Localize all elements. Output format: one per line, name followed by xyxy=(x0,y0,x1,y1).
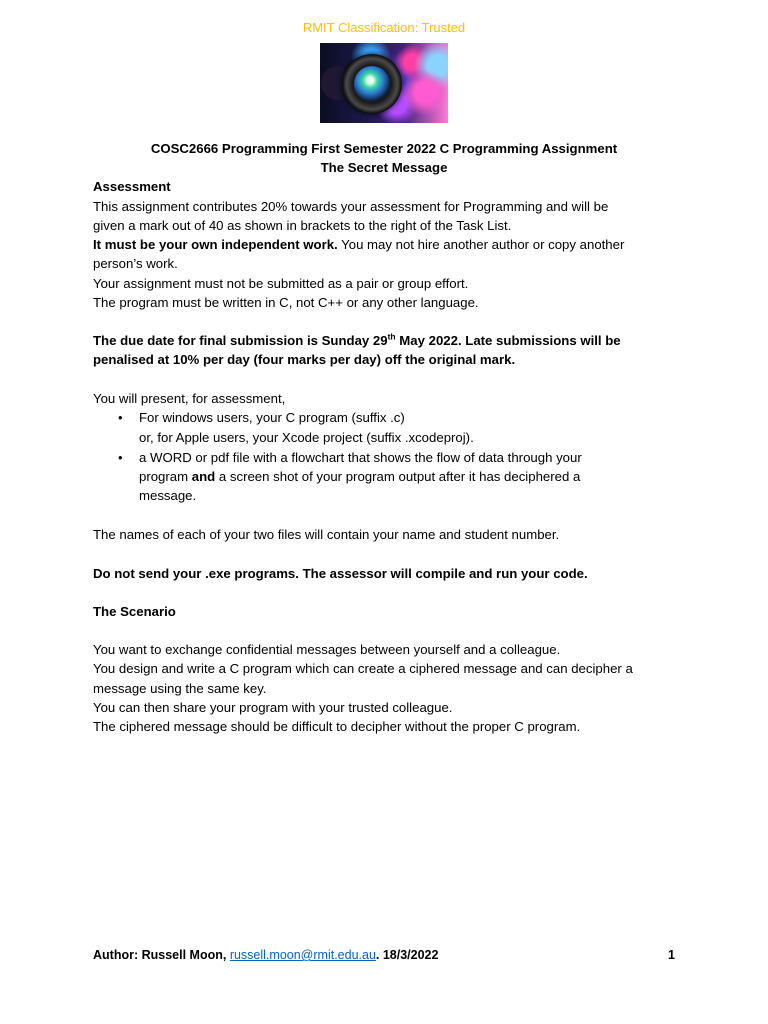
file-names-rule: The names of each of your two files will contain your name and student number. xyxy=(93,527,560,542)
assessment-paragraph-line: This assignment contributes 20% towards your assessment for Programming and will be xyxy=(93,199,609,214)
scenario-line: You can then share your program with your trusted colleague. xyxy=(93,700,453,715)
scenario-line: message using the same key. xyxy=(93,681,267,696)
scenario-line: You design and write a C program which can create a ciphered message and can decipher a xyxy=(93,661,633,676)
footer-date: . 18/3/2022 xyxy=(375,948,439,962)
bullet-2-line3: message. xyxy=(139,488,197,503)
present-intro: You will present, for assessment, xyxy=(93,391,286,406)
bullet-1-line1: For windows users, your C program (suffix .c) xyxy=(139,410,405,425)
document-subtitle: The Secret Message xyxy=(320,160,448,175)
bullet-2-text: program xyxy=(139,469,192,484)
assessment-heading: Assessment xyxy=(93,179,171,194)
bullet-1-line2: or, for Apple users, your Xcode project (suffix .xcodeproj). xyxy=(139,430,474,445)
independent-work-continuation: person’s work. xyxy=(93,256,178,271)
footer-author-label: Author: Russell Moon, xyxy=(93,948,230,962)
late-penalty-line: penalised at 10% per day (four marks per day) off the original mark. xyxy=(93,352,516,367)
bullet-1-dot: • xyxy=(118,410,123,425)
footer-author xyxy=(93,948,438,962)
assessment-paragraph-line: given a mark out of 40 as shown in brackets to the right of the Task List. xyxy=(93,218,512,233)
due-date-text-cont: May 2022. Late submissions will be xyxy=(395,333,621,348)
independent-work-line xyxy=(93,237,624,252)
due-date-line xyxy=(93,333,621,348)
document-title: COSC2666 Programming First Semester 2022 C Programming Assignment xyxy=(150,141,618,156)
due-date-text: The due date for final submission is Sunday 29 xyxy=(93,333,388,348)
no-exe-rule: Do not send your .exe programs. The assessor will compile and run your code. xyxy=(93,566,588,581)
no-pair-rule: Your assignment must not be submitted as a pair or group effort. xyxy=(93,276,469,291)
camera-lens-banner-image xyxy=(320,43,448,123)
bullet-2-line2 xyxy=(139,469,580,484)
page-number: 1 xyxy=(668,948,675,962)
independent-work-bold: It must be your own independent work. xyxy=(93,237,338,252)
bullet-2-and-bold: and xyxy=(191,469,216,484)
scenario-line: You want to exchange confidential messages between yourself and a colleague. xyxy=(93,642,561,657)
classification-label: RMIT Classification: Trusted xyxy=(302,20,466,35)
independent-work-text: You may not hire another author or copy another xyxy=(337,237,625,252)
bullet-2-line1: a WORD or pdf file with a flowchart that shows the flow of data through your xyxy=(139,450,582,465)
scenario-heading: The Scenario xyxy=(93,604,176,619)
scenario-line: The ciphered message should be difficult to decipher without the proper C program. xyxy=(93,719,581,734)
language-rule: The program must be written in C, not C++ or any other language. xyxy=(93,295,479,310)
bullet-2-text-cont: a screen shot of your program output after it has deciphered a xyxy=(215,469,581,484)
lens-glass xyxy=(354,66,390,102)
author-email-link[interactable]: russell.moon@rmit.edu.au xyxy=(229,948,376,962)
bullet-2-dot: • xyxy=(118,450,123,465)
due-date-superscript: th xyxy=(387,331,396,342)
